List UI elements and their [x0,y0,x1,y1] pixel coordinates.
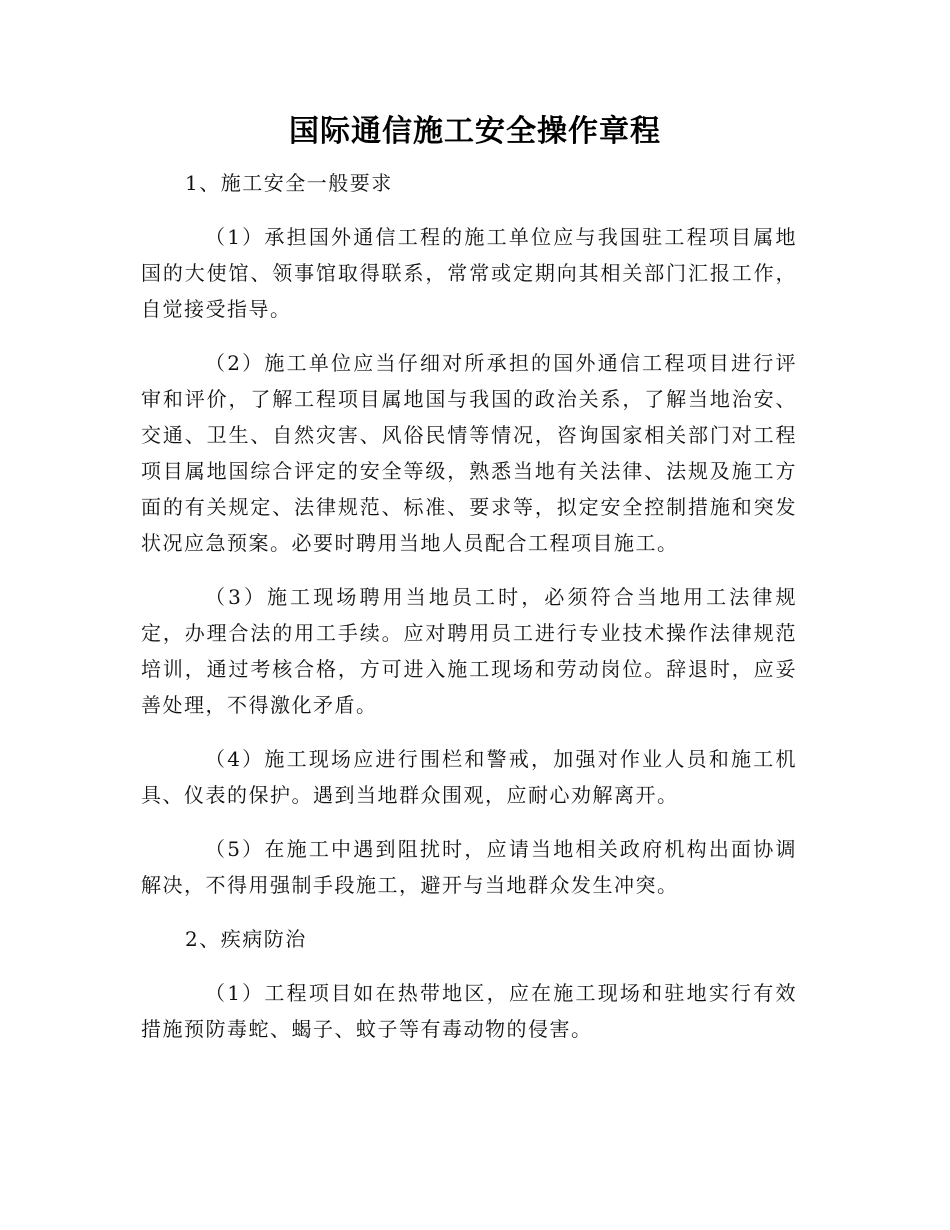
section-heading-1: 1、施工安全一般要求 [185,171,393,195]
document-body [141,165,797,1065]
paragraph-1-4: （4）施工现场应进行围栏和警戒，加强对作业人员和施工机具、仪表的保护。遇到当地群众围观，应耐心劝解离开。 [141,747,797,807]
document-title: 国际通信施工安全操作章程 [289,114,661,149]
paragraph-1-5: （5）在施工中遇到阻扰时，应请当地相关政府机构出面协调解决，不得用强制手段施工，避开与当地群众发生冲突。 [141,837,797,897]
paragraph-1-2: （2）施工单位应当仔细对所承担的国外通信工程项目进行评审和评价，了解工程项目属地国与我国的政治关系，了解当地治安、交通、卫生、自然灾害、风俗民情等情况，咨询国家相关部门对工程项目属地国综合评定的安全等级，熟悉当地有关法律、法规及施工方面的有关规定、法律规范、标准、要求等，拟定安全控制措施和突发状况应急预案。必要时聘用当地人员配合工程项目施工。 [141,351,797,555]
paragraph-1-1: （1）承担国外通信工程的施工单位应与我国驻工程项目属地国的大使馆、领事馆取得联系，常常或定期向其相关部门汇报工作，自觉接受指导。 [141,225,797,321]
paragraph-1-3: （3）施工现场聘用当地员工时，必须符合当地用工法律规定，办理合法的用工手续。应对聘用员工进行专业技术操作法律规范培训，通过考核合格，方可进入施工现场和劳动岗位。辞退时，应妥善处理，不得激化矛盾。 [141,585,797,717]
paragraph-2-1: （1）工程项目如在热带地区，应在施工现场和驻地实行有效措施预防毒蛇、蝎子、蚊子等有毒动物的侵害。 [141,981,797,1041]
section-heading-2: 2、疾病防治 [185,927,307,951]
